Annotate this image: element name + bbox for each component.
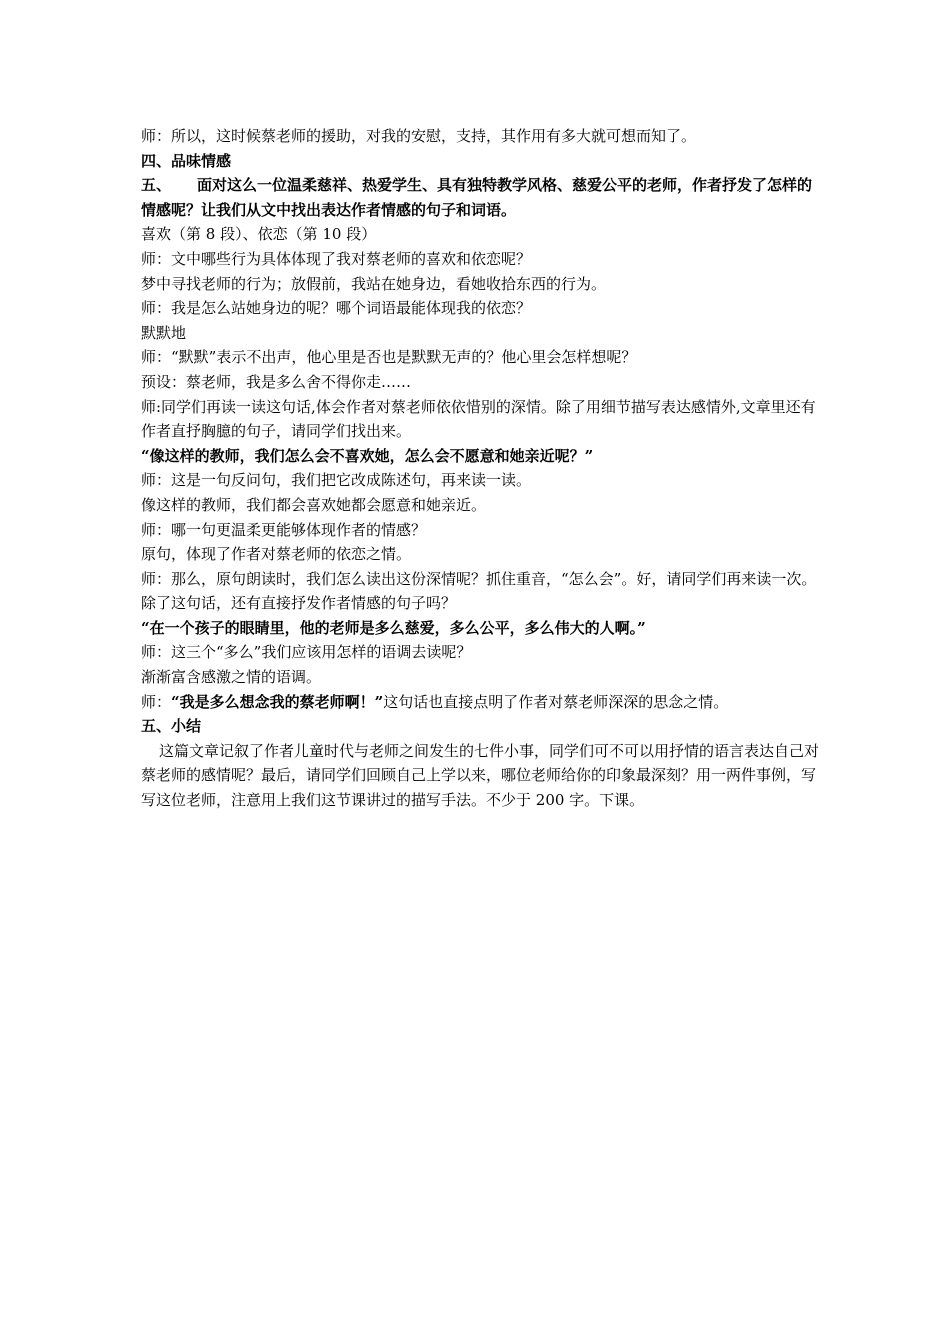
paragraph-teacher-question-6: 师：那么，原句朗读时，我们怎么读出这份深情呢？抓住重音，“怎么会”。好，请同学们再来读一次。除了这句话，还有直接抒发作者情感的句子吗？ [141,569,817,613]
paragraph-summary: 这篇文章记叙了作者儿童时代与老师之间发生的七件小事，同学们可不可以用抒情的语言表达自己对蔡老师的感情呢？最后，请同学们回顾自己上学以来，哪位老师给你的印象最深刻？用一两件事例，写写这位老师，注意用上我们这节课讲过的描写手法。不少于 200 字。下课。 [141,741,820,810]
paragraph-answer-5: 渐渐富含感激之情的语调。 [141,668,322,687]
paragraph-teacher-remark [141,690,821,715]
heading-summary: 五、小结 [141,717,202,736]
quote-sentence-1: “像这样的教师，我们怎么会不喜欢她，怎么会不愿意和她亲近呢？” [141,446,594,465]
paragraph-teacher-question-4: 师：这是一句反问句，我们把它改成陈述句，再来读一读。 [141,471,532,490]
paragraph-teacher-question-2: 师：我是怎么站她身边的呢？哪个词语最能体现我的依恋？ [141,299,532,318]
paragraph-answer-3: 像这样的教师，我们都会喜欢她都会愿意和她亲近。 [141,495,487,514]
paragraph-emotions: 喜欢（第 8 段）、依恋（第 10 段） [141,225,377,244]
quote-sentence-3: “我是多么想念我的蔡老师啊！” [171,692,384,711]
paragraph-teacher-instruction: 师:同学们再读一读这句话,体会作者对蔡老师依依惜别的深情。除了用细节描写表达感情外,文章里还有作者直抒胸臆的句子，请同学们找出来。 [141,397,816,441]
document-page [141,124,821,813]
paragraph-teacher-question-3: 师：“默默”表示不出声，他心里是否也是默默无声的？他心里会怎样想呢？ [141,348,637,367]
remark-prefix: 师： [141,692,172,711]
question-section-five [141,173,821,222]
remark-text: 这句话也直接点明了作者对蔡老师深深的思念之情。 [383,692,729,711]
paragraph-answer-1: 梦中寻找老师的行为；放假前，我站在她身边，看她收拾东西的行为。 [141,274,607,293]
paragraph-teacher-question-7: 师：这三个“多么”我们应该用怎样的语调去读呢？ [141,643,472,662]
paragraph-answer-4: 原句，体现了作者对蔡老师的依恋之情。 [141,545,412,564]
paragraph-preset-answer: 预设：蔡老师，我是多么舍不得你走…… [141,372,412,391]
quote-sentence-2: “在一个孩子的眼睛里，他的老师是多么慈爱，多么公平，多么伟大的人啊。” [141,618,646,637]
paragraph-teacher-question-1: 师：文中哪些行为具体体现了我对蔡老师的喜欢和依恋呢？ [141,249,532,268]
heading-section-four: 四、品味情感 [141,151,232,170]
paragraph-conclusion: 师：所以，这时候蔡老师的援助，对我的安慰，支持，其作用有多大就可想而知了。 [141,127,697,145]
question-text: 面对这么一位温柔慈祥、热爱学生、具有独特教学风格、慈爱公平的老师，作者抒发了怎样的情感呢？让我们从文中找出表达作者情感的句子和词语。 [141,176,813,219]
paragraph-teacher-question-5: 师：哪一句更温柔更能够体现作者的情感？ [141,520,427,539]
question-label: 五、 [141,176,172,195]
paragraph-answer-2: 默默地 [141,323,187,342]
